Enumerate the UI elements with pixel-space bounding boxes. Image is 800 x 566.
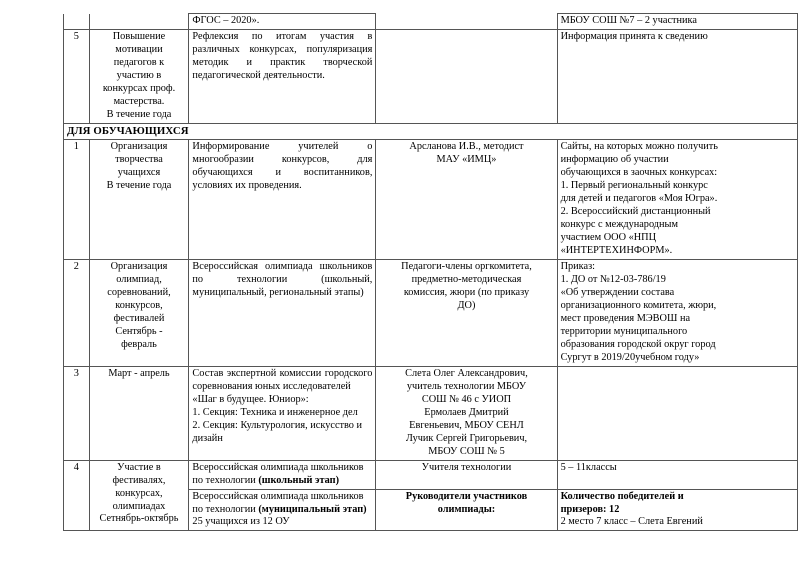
direction-line: конкурсах, [115, 487, 163, 499]
direction-line: конкурсов, [115, 299, 163, 311]
direction-line: учащихся [117, 167, 161, 179]
cell-direction [89, 140, 189, 260]
direction-line: февраль [121, 338, 157, 350]
cell-responsible [376, 489, 557, 531]
cell-responsible [376, 29, 557, 123]
direction-line: олимпиадах [112, 500, 166, 512]
cell-number [64, 14, 90, 30]
responsible-line: олимпиады: [437, 503, 496, 515]
result-line: 1. Первый региональный конкурс [560, 180, 708, 192]
content-stage-bold: (муниципальный этап) [258, 503, 367, 515]
direction-line: Март - апрель [108, 367, 170, 379]
cell-responsible [376, 14, 557, 30]
direction-line: мастерства. [113, 95, 165, 107]
content-line: 2. Секция: Культурология, искусство и дизайн [192, 419, 363, 444]
cell-result [557, 366, 797, 460]
content-line: Состав экспертной комиссии городского соревнования юных исследователей [192, 367, 373, 392]
cell-result [557, 140, 797, 260]
direction-line: В течение года [106, 180, 172, 192]
cell-content [189, 460, 376, 489]
cell-result: МБОУ СОШ №7 – 2 участника [557, 14, 797, 30]
responsible-line: Лучик Сергей Григорьевич, [405, 432, 528, 444]
responsible-line: Ермолаев Дмитрий [424, 406, 509, 418]
result-line: участием ООО «НПЦ [560, 232, 657, 244]
section-header-students: ДЛЯ ОБУЧАЮЩИХСЯ [64, 123, 798, 140]
cell-content: ФГОС – 2020». [189, 14, 376, 30]
content-line: «Шаг в будущее. Юниор»: [192, 393, 309, 405]
direction-line: педагогов к [113, 56, 165, 68]
result-line: «ИНТЕРТЕХИНФОРМ». [560, 245, 673, 257]
activity-plan-table [63, 13, 798, 531]
responsible-line: учитель технологии МБОУ [406, 380, 527, 392]
responsible-line: предметно-методическая [411, 274, 522, 286]
result-line: для детей и педагогов «Моя Югра». [560, 193, 718, 205]
cell-direction [89, 460, 189, 531]
responsible-line: Слета Олег Александрович, [405, 367, 528, 379]
direction-line: Повышение [112, 30, 166, 42]
cell-responsible [376, 140, 557, 260]
direction-line: соревнований, [107, 287, 171, 298]
result-line: территории муниципального [560, 325, 688, 337]
cell-result [557, 489, 797, 531]
result-line: образования городской округ город [560, 338, 716, 350]
cell-direction [89, 14, 189, 30]
result-line: 1. ДО от №12-03-786/19 [560, 274, 666, 286]
direction-line: В течение года [106, 108, 172, 120]
cell-content [189, 366, 376, 460]
direction-line: фестивалей [113, 312, 165, 324]
cell-direction [89, 366, 189, 460]
cell-number: 1 [64, 140, 90, 260]
result-line: мест проведения МЭВОШ на [560, 312, 691, 324]
result-line: организационного комитета, жюри, [560, 299, 717, 311]
responsible-line: МБОУ СОШ № 5 [428, 445, 505, 457]
cell-number: 5 [64, 29, 90, 123]
responsible-line: Евгеньевич, МБОУ СЕНЛ [409, 419, 524, 431]
responsible-line: Руководители участников [405, 490, 528, 502]
direction-line: творчества [115, 154, 163, 166]
cell-number: 4 [64, 460, 90, 531]
result-line: «Об утверждении состава [560, 287, 675, 298]
result-line: призеров: 12 [560, 503, 620, 515]
cell-number: 3 [64, 366, 90, 460]
direction-line: олимпиад, [116, 274, 162, 286]
cell-responsible [376, 260, 557, 367]
cell-content: Информирование учителей о многообразии конкурсов, для обучающихся и воспитанников, условиях их проведения. [189, 140, 376, 260]
cell-result [557, 260, 797, 367]
cell-direction [89, 260, 189, 367]
cell-responsible [376, 366, 557, 460]
direction-line: участию в [116, 69, 162, 81]
direction-line: конкурсах проф. [102, 82, 176, 94]
cell-number: 2 [64, 260, 90, 367]
content-text: Всероссийская олимпиада школьников по технологии [192, 461, 364, 486]
table-row [64, 260, 798, 367]
result-line: Количество победителей и [560, 490, 684, 502]
result-line: Сайты, на которых можно получить [560, 141, 718, 153]
responsible-line: МАУ «ИМЦ» [436, 154, 497, 166]
direction-line: Сетнябрь-октябрь [99, 513, 179, 525]
table-row [64, 29, 798, 123]
content-line: 25 учащихся из 12 ОУ [192, 516, 290, 528]
content-line: 1. Секция: Техника и инженерное дел [192, 406, 358, 418]
direction-line: Участие в [117, 461, 161, 473]
direction-line: мотивации [115, 43, 163, 55]
content-stage-bold: (школьный этап) [258, 474, 340, 486]
content-text: Всероссийская олимпиада школьников по технологии [192, 490, 364, 515]
result-line: 2 место 7 класс – Слета Евгений [560, 516, 703, 528]
direction-line: Организация [110, 261, 168, 273]
result-line: информацию об участии [560, 154, 669, 166]
responsible-line: СОШ № 46 с УИОП [421, 393, 512, 405]
result-line: конкурс с международным [560, 219, 678, 231]
cell-content [189, 489, 376, 531]
cell-result: 5 – 11классы [557, 460, 797, 489]
responsible-line: ДО) [457, 299, 476, 311]
table-row [64, 366, 798, 460]
direction-line: Сентябрь - [115, 325, 163, 337]
cell-responsible: Учителя технологии [376, 460, 557, 489]
section-header-row [64, 123, 798, 140]
table-row [64, 14, 798, 30]
result-line: обучающихся в заочных конкурсах: [560, 167, 718, 179]
result-line: Приказ: [560, 261, 596, 273]
result-line: 2. Всероссийский дистанционный [560, 206, 711, 218]
direction-line: фестивалях, [112, 474, 166, 486]
responsible-line: Педагоги-члены оргкомитета, [401, 261, 532, 273]
cell-content: Рефлексия по итогам участия в различных конкурсах, популяризация методик и практик творческой педагогической деятельности. [189, 29, 376, 123]
table-row [64, 460, 798, 489]
cell-direction [89, 29, 189, 123]
direction-line: Организация [110, 141, 168, 153]
result-line: Сургут в 2019/20учебном году» [560, 351, 700, 363]
table-row [64, 140, 798, 260]
cell-content: Всероссийская олимпиада школьников по технологии (школьный, муниципальный, региональный этапы) [189, 260, 376, 367]
cell-result: Информация принята к сведению [557, 29, 797, 123]
responsible-line: Арсланова И.В., методист [409, 141, 524, 153]
responsible-line: комиссия, жюри (по приказу [403, 287, 530, 298]
